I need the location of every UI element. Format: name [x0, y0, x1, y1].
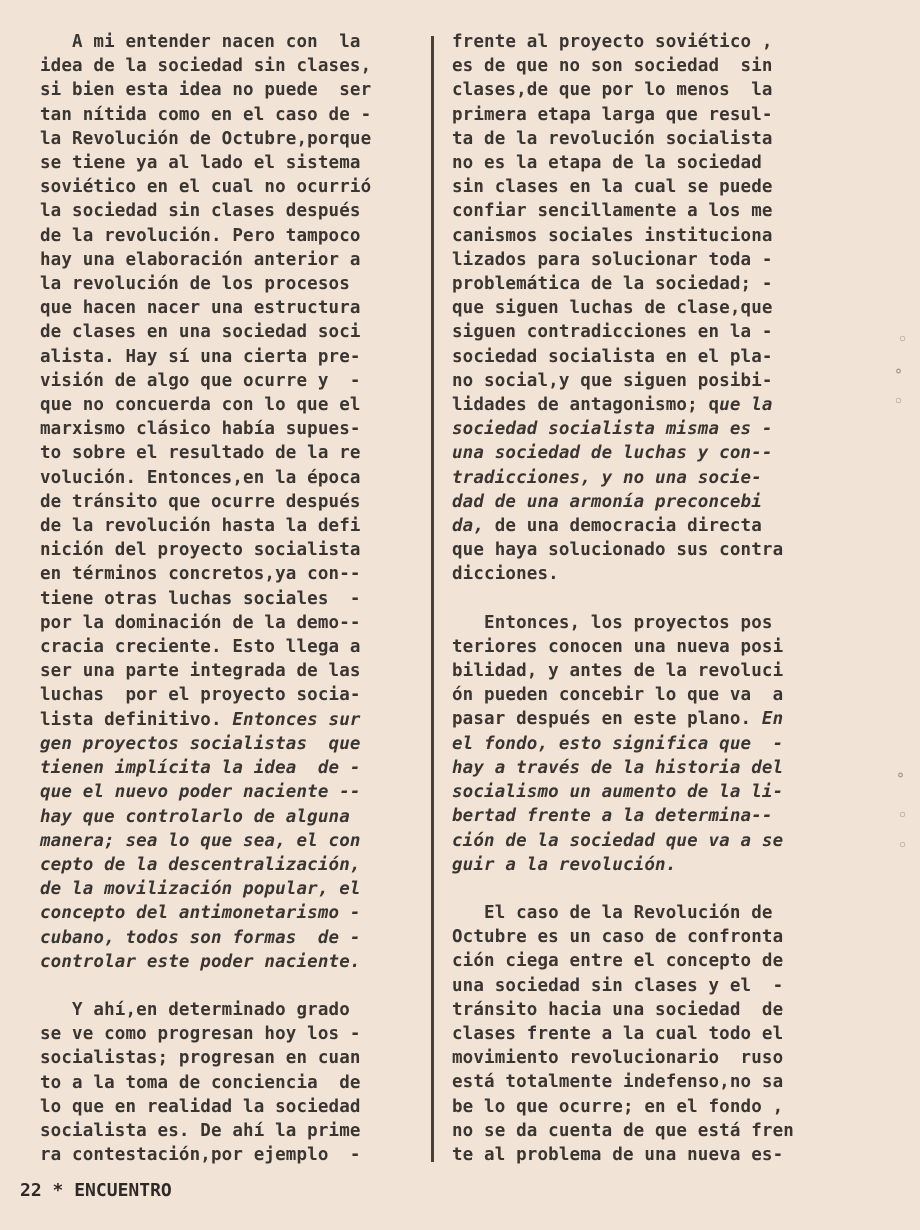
text-line: de la movilización popular, el: [40, 879, 361, 900]
text-line: El caso de la Revolución de: [452, 902, 773, 923]
text-line: no se da cuenta de que está fren: [452, 1120, 794, 1141]
text-line: ra contestación,por ejemplo -: [40, 1145, 361, 1166]
text-line: clases frente a la cual todo el: [452, 1023, 784, 1044]
footer-separator: *: [52, 1180, 64, 1201]
punch-hole-mark: ◦: [898, 806, 908, 824]
text-line: controlar este poder naciente.: [40, 951, 361, 972]
text-line: que siguen luchas de clase,que: [452, 298, 773, 319]
text-line: guir a la revolución.: [452, 854, 677, 875]
punch-hole-mark: °: [894, 366, 904, 384]
text-line: bilidad, y antes de la revoluci: [452, 661, 784, 682]
paragraph: [452, 901, 832, 1167]
text-line: que no concuerda con lo que el: [40, 395, 361, 416]
text-line: A mi entender nacen con la: [40, 32, 361, 52]
text-line: volución. Entonces,en la época: [40, 467, 361, 488]
paragraph: [40, 998, 415, 1167]
text-line: primera etapa larga que resul-: [452, 104, 773, 125]
text-line: Entonces, los proyectos pos: [452, 612, 773, 633]
text-line: hay que controlarlo de alguna: [40, 806, 350, 827]
magazine-name: ENCUENTRO: [74, 1180, 172, 1201]
left-column: [40, 30, 415, 1167]
text-line: ón pueden concebir lo que va a: [452, 685, 784, 706]
text-line: una sociedad sin clases y el -: [452, 975, 784, 996]
text-line: siguen contradicciones en la -: [452, 322, 773, 343]
text-line: socialistas; progresan en cuan: [40, 1048, 361, 1069]
text-line: socialista es. De ahí la prime: [40, 1120, 361, 1141]
text-line: to sobre el resultado de la re: [40, 443, 361, 464]
text-line: frente al proyecto soviético ,: [452, 32, 773, 52]
text-line: marxismo clásico había supues-: [40, 419, 361, 440]
text-line: movimiento revolucionario ruso: [452, 1048, 784, 1069]
text-line: socialismo un aumento de la li-: [452, 782, 784, 803]
text-line: soviético en el cual no ocurrió: [40, 177, 372, 198]
text-line: si bien esta idea no puede ser: [40, 80, 372, 101]
text-line: que el nuevo poder naciente --: [40, 782, 361, 803]
text-line: la Revolución de Octubre,porque: [40, 128, 372, 149]
text-line: lo que en realidad la sociedad: [40, 1096, 361, 1117]
text-line: ción de la sociedad que va a se: [452, 830, 784, 851]
text-line: gen proyectos socialistas que: [40, 733, 361, 754]
paragraph: [452, 30, 832, 587]
text-line: lizados para solucionar toda -: [452, 249, 773, 270]
text-line: bertad frente a la determina--: [452, 806, 773, 827]
text-line: de clases en una sociedad soci: [40, 322, 361, 343]
text-line: hay a través de la historia del: [452, 757, 784, 778]
text-line: lidades de antagonismo; que la: [452, 395, 773, 416]
text-line: cubano, todos son formas de -: [40, 927, 361, 948]
text-line: la revolución de los procesos: [40, 274, 350, 295]
text-line: se ve como progresan hoy los -: [40, 1024, 361, 1045]
text-line: to a la toma de conciencia de: [40, 1072, 361, 1093]
text-line: tienen implícita la idea de -: [40, 758, 361, 779]
text-line: canismos sociales instituciona: [452, 225, 773, 246]
text-line: que hacen nacer una estructura: [40, 298, 361, 319]
text-line: pasar después en este plano. En: [452, 709, 784, 730]
text-line: el fondo, esto significa que -: [452, 733, 784, 754]
text-line: sin clases en la cual se puede: [452, 177, 773, 198]
text-line: la sociedad sin clases después: [40, 201, 361, 222]
paragraph-gap: [40, 974, 415, 998]
text-line: problemática de la sociedad; -: [452, 274, 773, 295]
text-line: de la revolución hasta la defi: [40, 516, 361, 537]
text-line: ser una parte integrada de las: [40, 661, 361, 682]
paragraph-gap: [452, 587, 832, 611]
text-line: confiar sencillamente a los me: [452, 201, 773, 222]
text-line: Y ahí,en determinado grado: [40, 999, 350, 1020]
text-line: no es la etapa de la sociedad: [452, 153, 762, 174]
punch-hole-mark: ◦: [894, 392, 904, 410]
text-line: tiene otras luchas sociales -: [40, 588, 361, 609]
paragraph: [40, 30, 415, 974]
text-line: cepto de la descentralización,: [40, 854, 361, 875]
text-line: alista. Hay sí una cierta pre-: [40, 346, 361, 367]
text-line: teriores conocen una nueva posi: [452, 636, 784, 657]
text-line: tradicciones, y no una socie-: [452, 467, 762, 488]
text-line: visión de algo que ocurre y -: [40, 370, 361, 391]
text-line: idea de la sociedad sin clases,: [40, 56, 372, 77]
text-line: que haya solucionado sus contra: [452, 540, 784, 561]
text-line: en términos concretos,ya con--: [40, 564, 361, 585]
text-line: dad de una armonía preconcebi: [452, 491, 762, 512]
text-line: nición del proyecto socialista: [40, 540, 361, 561]
column-divider: [431, 36, 434, 1162]
paragraph: [452, 611, 832, 877]
page-number: 22: [20, 1180, 42, 1201]
text-line: está totalmente indefenso,no sa: [452, 1072, 784, 1093]
text-line: sociedad socialista misma es -: [452, 419, 773, 440]
text-line: una sociedad de luchas y con--: [452, 443, 773, 464]
text-line: dicciones.: [452, 564, 559, 585]
punch-hole-mark: ◦: [898, 330, 908, 348]
text-line: luchas por el proyecto socia-: [40, 685, 361, 706]
right-column: [452, 30, 832, 1167]
text-line: sociedad socialista en el pla-: [452, 346, 773, 367]
text-line: lista definitivo. Entonces sur: [40, 709, 361, 730]
text-line: ción ciega entre el concepto de: [452, 951, 784, 972]
punch-hole-mark: ◦: [898, 836, 908, 854]
text-line: Octubre es un caso de confronta: [452, 927, 784, 948]
text-line: concepto del antimonetarismo -: [40, 903, 361, 924]
text-line: clases,de que por lo menos la: [452, 80, 773, 101]
text-line: tan nítida como en el caso de -: [40, 104, 372, 125]
text-line: be lo que ocurre; en el fondo ,: [452, 1096, 784, 1117]
text-line: es de que no son sociedad sin: [452, 56, 773, 77]
text-line: de tránsito que ocurre después: [40, 491, 361, 512]
text-line: te al problema de una nueva es-: [452, 1144, 784, 1165]
text-line: no social,y que siguen posibi-: [452, 370, 773, 391]
text-line: se tiene ya al lado el sistema: [40, 153, 361, 174]
text-line: da, de una democracia directa: [452, 516, 762, 537]
punch-hole-mark: °: [896, 770, 906, 788]
text-line: tránsito hacia una sociedad de: [452, 999, 784, 1020]
text-line: hay una elaboración anterior a: [40, 249, 361, 270]
text-line: manera; sea lo que sea, el con: [40, 830, 361, 851]
text-line: de la revolución. Pero tampoco: [40, 225, 361, 246]
text-line: cracia creciente. Esto llega a: [40, 637, 361, 658]
text-line: ta de la revolución socialista: [452, 128, 773, 149]
paragraph-gap: [452, 877, 832, 901]
page-footer: [20, 1180, 172, 1201]
text-line: por la dominación de la demo--: [40, 612, 361, 633]
